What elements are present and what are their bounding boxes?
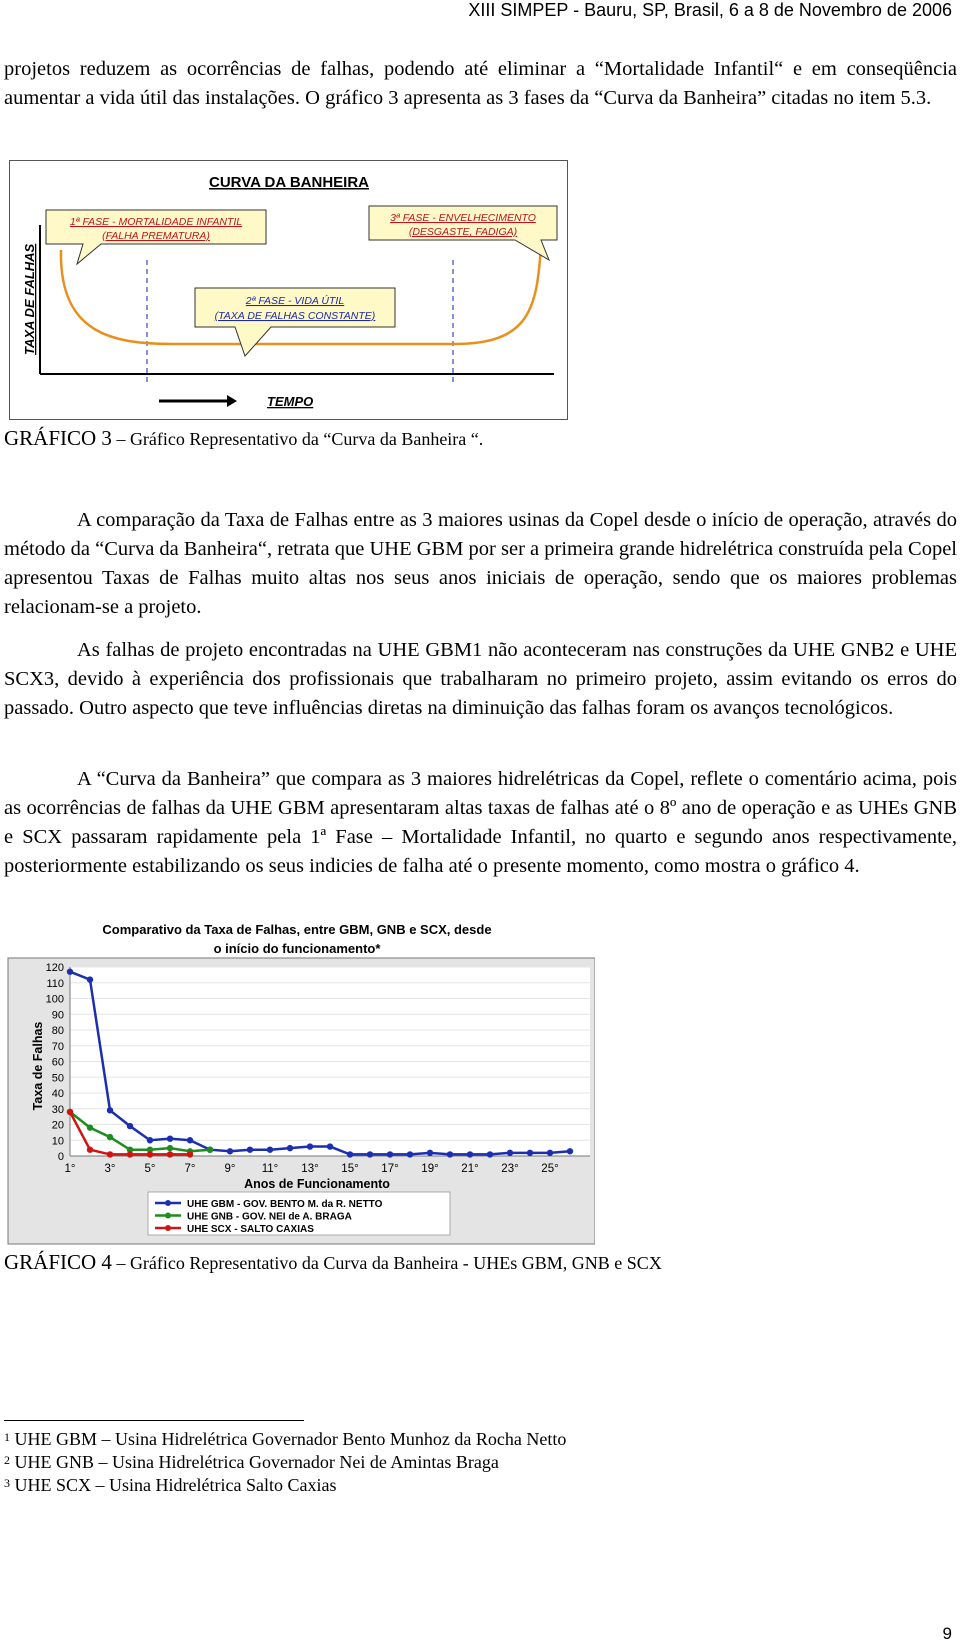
legend-label-1: UHE GBM - GOV. BENTO M. da R. NETTO — [187, 1199, 383, 1210]
legend-label-2: UHE GNB - GOV. NEI de A. BRAGA — [187, 1211, 352, 1223]
x-tick-label: 17° — [381, 1163, 399, 1175]
x-tick-label: 21° — [461, 1163, 479, 1175]
data-point — [167, 1145, 173, 1151]
fig3-phase2-subtitle: (TAXA DE FALHAS CONSTANTE) — [214, 310, 376, 322]
data-point — [127, 1151, 133, 1157]
fig3-phase3-subtitle: (DESGASTE, FADIGA) — [408, 226, 518, 238]
figure3-caption-label: GRÁFICO 3 — [4, 426, 112, 450]
paragraph-design-failures: As falhas de projeto encontradas na UHE GBM1 não aconteceram nas construções da UHE GNB2 e UHE SCX3, devido à experiência dos profissionais que trabalharam no primeiro projeto, assim evitando os erros do passado. Outro aspecto que teve influências diretas na diminuição das falhas foram os avanços tecnológicos. — [4, 639, 957, 719]
footnote-2: $^2$ UHE GNB – Usina Hidrelétrica Governador Nei de Amintas Braga — [4, 1452, 499, 1472]
y-tick-label: 80 — [51, 1025, 64, 1037]
fig3-phase1-title: 1ª FASE - MORTALIDADE INFANTIL — [69, 216, 243, 228]
figure3-caption — [4, 426, 483, 451]
x-tick-label: 15° — [341, 1163, 359, 1175]
paragraph-curve-analysis: A “Curva da Banheira” que compara as 3 maiores hidrelétricas da Copel, reflete o comentário acima, pois as ocorrências de falhas da UHE GBM apresentaram altas taxas de falhas até o 8º ano de operação e as UHEs GNB e SCX passaram rapidamente pela 1ª Fase – Mortalidade Infantil, no quarto e segundo anos respectivamente, posteriormente estabilizando os seus indicies de falha até o presente momento, como mostra o gráfico 4. — [4, 768, 957, 877]
data-point — [267, 1147, 273, 1153]
chart-title-line2: o início do funcionamento* — [213, 941, 381, 956]
data-point — [467, 1151, 473, 1157]
fig3-phase2-title: 2ª FASE - VIDA ÚTIL — [245, 295, 345, 307]
data-point — [87, 976, 93, 982]
y-tick-label: 0 — [57, 1151, 64, 1163]
bathtub-curve-figure — [9, 160, 569, 420]
fig3-title: CURVA DA BANHEIRA — [208, 174, 370, 191]
data-point — [167, 1151, 173, 1157]
chart-title-line1: Comparativo da Taxa de Falhas, entre GBM, GNB e SCX, desde — [102, 922, 492, 937]
chart-xlabel: Anos de Funcionamento — [244, 1177, 390, 1191]
x-tick-label: 11° — [261, 1163, 279, 1175]
data-point — [307, 1143, 313, 1149]
data-point — [427, 1150, 433, 1156]
data-point — [327, 1143, 333, 1149]
data-point — [107, 1151, 113, 1157]
data-point — [67, 1109, 73, 1115]
data-point — [227, 1148, 233, 1154]
data-point — [347, 1151, 353, 1157]
data-point — [167, 1135, 173, 1141]
data-point — [207, 1147, 213, 1153]
data-point — [487, 1151, 493, 1157]
data-point — [147, 1151, 153, 1157]
x-tick-label: 9° — [224, 1163, 236, 1175]
legend-label-3: UHE SCX - SALTO CAXIAS — [187, 1224, 314, 1235]
paragraph-comparison: A comparação da Taxa de Falhas entre as 3 maiores usinas da Copel desde o início de operação, através do método da “Curva da Banheira“, retrata que UHE GBM por ser a primeira grande hidrelétrica construída pela Copel apresentou Taxas de Falhas muito altas nos seus anos iniciais de operação, sendo que os maiores problemas relacionam-se a projeto. — [4, 509, 957, 618]
data-point — [87, 1147, 93, 1153]
x-tick-label: 7° — [184, 1163, 196, 1175]
legend-marker-2 — [165, 1213, 171, 1219]
data-point — [127, 1123, 133, 1129]
y-tick-label: 100 — [45, 993, 64, 1006]
x-tick-label: 1° — [64, 1163, 76, 1175]
y-tick-label: 60 — [51, 1056, 64, 1069]
x-tick-label: 19° — [421, 1163, 439, 1175]
y-tick-label: 20 — [51, 1119, 64, 1132]
data-point — [507, 1150, 513, 1156]
y-tick-label: 120 — [45, 962, 64, 974]
figure4-caption-label: GRÁFICO 4 — [4, 1250, 112, 1274]
x-tick-label: 5° — [144, 1163, 156, 1175]
data-point — [527, 1150, 533, 1156]
x-tick-label: 3° — [104, 1163, 116, 1175]
fig3-ylabel: TAXA DE FALHAS — [22, 243, 37, 355]
data-point — [67, 969, 73, 975]
data-point — [87, 1124, 93, 1130]
data-point — [247, 1147, 253, 1153]
data-point — [287, 1145, 293, 1151]
footnote-3: $^3$ UHE SCX – Usina Hidrelétrica Salto Caxias — [4, 1475, 337, 1495]
y-tick-label: 70 — [51, 1040, 64, 1053]
data-point — [107, 1134, 113, 1140]
y-tick-label: 50 — [51, 1072, 64, 1085]
data-point — [547, 1150, 553, 1156]
y-tick-label: 110 — [46, 977, 64, 990]
y-tick-label: 90 — [51, 1009, 64, 1022]
figure4-caption — [4, 1250, 662, 1275]
data-point — [367, 1151, 373, 1157]
data-point — [387, 1151, 393, 1157]
y-tick-label: 40 — [51, 1088, 64, 1100]
y-tick-label: 30 — [51, 1103, 64, 1116]
figure3-caption-text: – Gráfico Representativo da “Curva da Banheira “. — [111, 429, 484, 449]
data-point — [407, 1151, 413, 1157]
fig3-phase3-title: 3ª FASE - ENVELHECIMENTO — [390, 212, 536, 224]
footnote-1: $^1$ UHE GBM – Usina Hidrelétrica Governador Bento Munhoz da Rocha Netto — [4, 1429, 567, 1449]
data-point — [107, 1107, 113, 1113]
footnote-divider — [4, 1420, 304, 1421]
data-point — [187, 1137, 193, 1143]
failure-rate-chart — [5, 916, 595, 1246]
fig3-phase1-subtitle: (FALHA PREMATURA) — [102, 230, 210, 242]
x-tick-label: 13° — [301, 1163, 319, 1175]
x-tick-label: 23° — [501, 1163, 519, 1175]
data-point — [447, 1151, 453, 1157]
chart-ylabel: Taxa de Falhas — [31, 1021, 45, 1111]
legend-marker-1 — [165, 1200, 171, 1206]
y-tick-label: 10 — [51, 1135, 64, 1148]
data-point — [567, 1148, 573, 1154]
paragraph-intro: projetos reduzem as ocorrências de falhas, podendo até eliminar a “Mortalidade Infantil“ e em conseqüência aumentar a vida útil das instalações. O gráfico 3 apresenta as 3 fases da “Curva da Banheira” citadas no item 5.3. — [4, 58, 957, 109]
legend-marker-3 — [165, 1225, 171, 1231]
data-point — [187, 1151, 193, 1157]
running-header: XIII SIMPEP - Bauru, SP, Brasil, 6 a 8 de Novembro de 2006 — [468, 0, 952, 20]
figure4-caption-text: – Gráfico Representativo da Curva da Banheira - UHEs GBM, GNB e SCX — [111, 1253, 662, 1273]
x-tick-label: 25° — [541, 1163, 559, 1175]
page-number: 9 — [942, 1624, 952, 1643]
data-point — [147, 1137, 153, 1143]
fig3-xlabel: TEMPO — [267, 394, 314, 409]
